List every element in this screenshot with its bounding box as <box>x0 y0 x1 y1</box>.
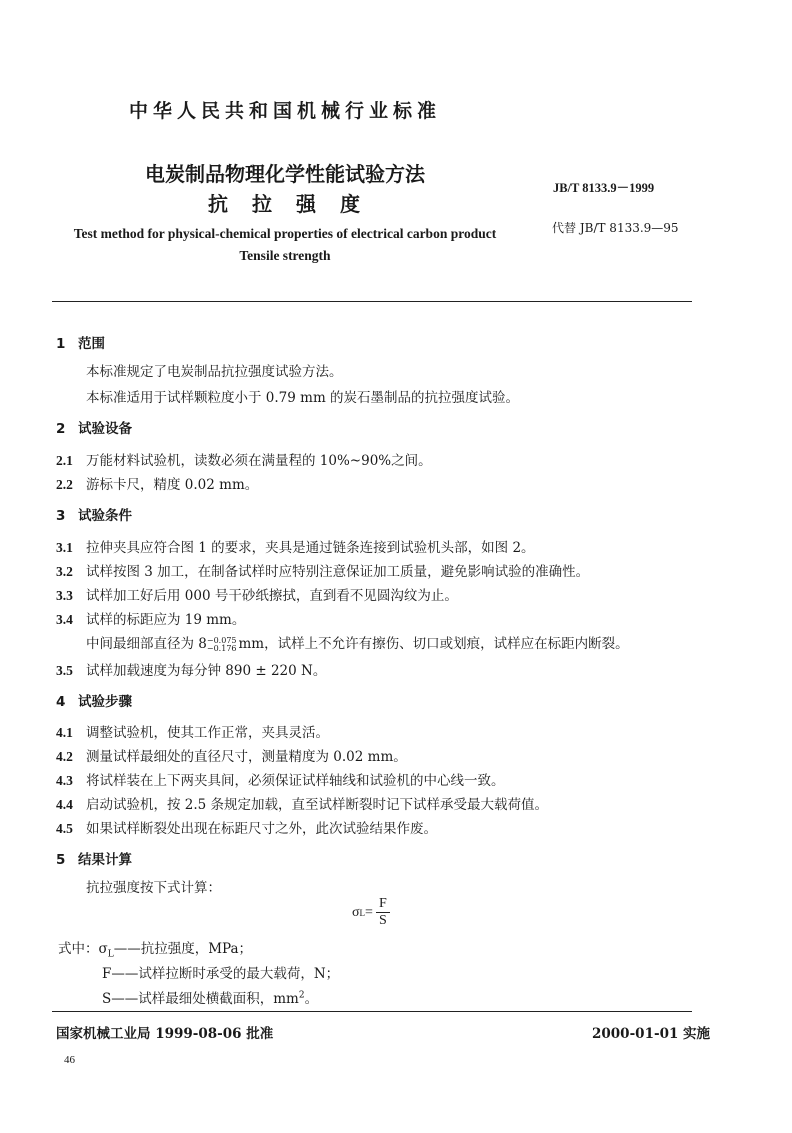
section-number: 2 <box>56 421 66 437</box>
variable-definition-s <box>102 987 318 1007</box>
variable-description: ——抗拉强度，MPa； <box>113 941 253 957</box>
variable-description: ——试样最细处横截面积，mm <box>111 991 299 1007</box>
variable-symbol: σ <box>98 941 108 957</box>
clause-number: 2.1 <box>56 453 73 468</box>
where-label: 式中： <box>58 941 99 957</box>
clause-4-4 <box>56 793 548 813</box>
clause-3-2 <box>56 560 589 580</box>
clause-number: 3.4 <box>56 612 73 627</box>
diameter-suffix: mm，试样上不允许有擦伤、切口或划痕，试样应在标距内断裂。 <box>238 636 629 652</box>
section-number: 1 <box>56 336 66 352</box>
variable-subscript: L <box>107 949 114 960</box>
variable-definition-f <box>102 962 339 982</box>
clause-4-2 <box>56 745 407 765</box>
diameter-prefix: 中间最细部直径为 8 <box>86 636 207 652</box>
section-heading-3 <box>56 504 132 524</box>
replaces-note: 代替 JB/T 8133.9—95 <box>552 221 679 235</box>
standard-type-heading: 中华人民共和国机械行业标准 <box>128 100 441 122</box>
variable-symbol: S <box>102 991 112 1007</box>
clause-text: 如果试样断裂处出现在标距尺寸之外，此次试验结果作废。 <box>86 821 437 837</box>
tolerance-lower: −0.176 <box>206 643 237 653</box>
clause-3-1 <box>56 536 535 556</box>
clause-number: 4.3 <box>56 773 73 788</box>
clause-3-3 <box>56 584 458 604</box>
clause-number: 3.3 <box>56 588 73 603</box>
clause-text: 万能材料试验机，读数必须在满量程的 10%~90%之间。 <box>86 453 432 469</box>
section-title: 结果计算 <box>78 852 132 868</box>
section-number: 4 <box>56 694 66 710</box>
clause-text: 将试样装在上下两夹具间，必须保证试样轴线和试验机的中心线一致。 <box>86 773 505 789</box>
clause-number: 4.2 <box>56 749 73 764</box>
title-cn-line1: 电炭制品物理化学性能试验方法 <box>145 162 425 186</box>
formula-lhs: σ <box>352 904 360 920</box>
clause-3-4-continuation <box>86 632 629 653</box>
section-heading-2 <box>56 417 132 437</box>
variable-symbol: F <box>102 966 112 982</box>
tolerance-upper: −0.075 <box>206 635 237 645</box>
section-title: 范围 <box>78 336 105 352</box>
formula-intro: 抗拉强度按下式计算： <box>86 880 221 896</box>
clause-4-1 <box>56 721 329 741</box>
footer-divider <box>52 1011 692 1012</box>
formula-numerator: F <box>376 896 390 913</box>
clause-text: 拉伸夹具应符合图 1 的要求，夹具是通过链条连接到试验机头部，如图 2。 <box>86 540 535 556</box>
clause-text: 测量试样最细处的直径尺寸，测量精度为 0.02 mm。 <box>86 749 407 765</box>
clause-text: 试样的标距应为 19 mm。 <box>86 612 246 628</box>
variable-description: ——试样拉断时承受的最大载荷，N； <box>111 966 340 982</box>
implementation-date: 2000-01-01 实施 <box>592 1026 711 1042</box>
section-heading-1 <box>56 332 105 352</box>
title-en-line1: Test method for physical-chemical properties of electrical carbon product <box>73 226 497 241</box>
clause-text: 启动试验机，按 2.5 条规定加载，直至试样断裂时记下试样承受最大载荷值。 <box>86 797 549 813</box>
clause-number: 3.1 <box>56 540 73 555</box>
section-heading-5 <box>56 848 132 868</box>
clause-3-4 <box>56 608 245 628</box>
clause-text: 调整试验机，使其工作正常，夹具灵活。 <box>86 725 329 741</box>
formula-fraction <box>376 896 390 929</box>
title-cn-line2: 抗 拉 强 度 <box>208 192 362 216</box>
variable-definition-sigma <box>58 937 252 960</box>
formula-lhs-subscript: L <box>359 907 366 918</box>
header-divider <box>52 301 692 302</box>
unit-superscript: 2 <box>298 990 305 1001</box>
clause-number: 4.1 <box>56 725 73 740</box>
clause-2-2 <box>56 473 258 493</box>
section-heading-4 <box>56 690 132 710</box>
clause-number: 4.4 <box>56 797 73 812</box>
section-number: 3 <box>56 508 66 524</box>
clause-2-1 <box>56 449 432 469</box>
clause-number: 3.5 <box>56 663 73 678</box>
tensile-strength-formula <box>352 896 390 929</box>
clause-text: 试样加载速度为每分钟 890 ± 220 N。 <box>86 663 327 679</box>
sentence-end: 。 <box>304 991 319 1007</box>
clause-number: 4.5 <box>56 821 73 836</box>
page-number: 46 <box>64 1054 75 1066</box>
clause-text: 游标卡尺，精度 0.02 mm。 <box>86 477 259 493</box>
clause-number: 3.2 <box>56 564 73 579</box>
standard-number: JB/T 8133.9－1999 <box>553 181 655 195</box>
clause-text: 试样加工好后用 000 号干砂纸擦拭，直到看不见圆沟纹为止。 <box>86 588 458 604</box>
clause-text: 试样按图 3 加工，在制备试样时应特别注意保证加工质量，避免影响试验的准确性。 <box>86 564 590 580</box>
section-title: 试验步骤 <box>78 694 132 710</box>
clause-4-3 <box>56 769 505 789</box>
paragraph: 本标准规定了电炭制品抗拉强度试验方法。 <box>86 364 343 380</box>
title-en-line2: Tensile strength <box>239 248 331 263</box>
clause-number: 2.2 <box>56 477 73 492</box>
section-number: 5 <box>56 852 66 868</box>
approval-statement: 国家机械工业局 1999-08-06 批准 <box>56 1026 274 1042</box>
clause-3-5 <box>56 659 326 679</box>
section-title: 试验条件 <box>78 508 132 524</box>
formula-equals: = <box>365 904 373 920</box>
clause-4-5 <box>56 817 437 837</box>
formula-denominator: S <box>378 913 387 928</box>
paragraph: 本标准适用于试样颗粒度小于 0.79 mm 的炭石墨制品的抗拉强度试验。 <box>86 390 520 406</box>
diameter-tolerance <box>207 637 237 653</box>
section-title: 试验设备 <box>78 421 132 437</box>
